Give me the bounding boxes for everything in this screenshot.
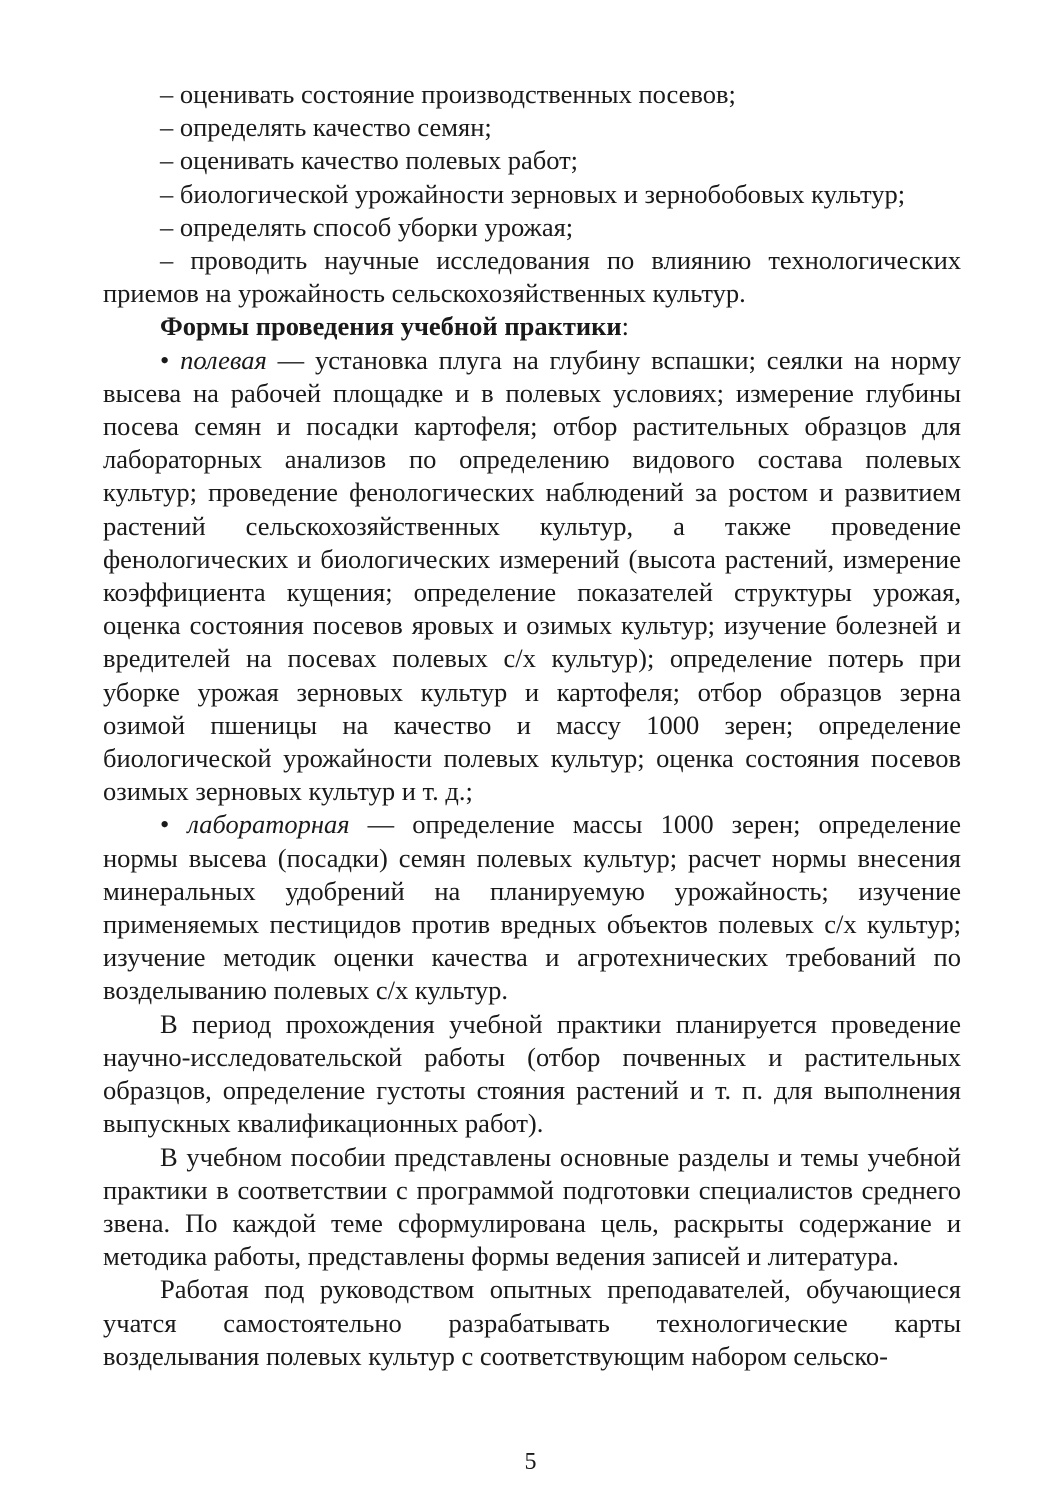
- list-item: – биологической урожайности зерновых и зернобобовых культур;: [160, 178, 906, 209]
- page-number: 5: [524, 1449, 537, 1475]
- field-practice-term: полевая: [180, 344, 267, 375]
- list-item: – оценивать качество полевых работ;: [160, 145, 579, 176]
- field-practice-paragraph: [103, 344, 961, 809]
- list-item: – определять способ уборки урожая;: [160, 211, 574, 242]
- list-item: – определять качество семян;: [160, 112, 492, 143]
- lab-practice-text: — определение массы 1000 зерен; определение нормы высева (посадки) семян полевых культур; расчет нормы внесения минеральных удобрений на планируемую урожайность; изучение применяемых пестицидов против вредных объектов полевых с/х культур; изучение методик оценки качества и агротехнических требований по возделыванию полевых с/х культур.: [103, 809, 961, 1006]
- list-item: – оценивать состояние производственных посевов;: [160, 79, 736, 109]
- forms-heading: Формы проведения учебной практики: [160, 311, 622, 342]
- body-paragraph: В период прохождения учебной практики планируется проведение научно-исследовательской работы (отбор почвенных и растительных образцов, определение густоты стояния растений и т. п. для выполнения выпускных квалификационных работ).: [103, 1008, 961, 1139]
- section-heading: [103, 310, 961, 343]
- bullet-icon: •: [160, 809, 170, 840]
- lab-practice-term: лабораторная: [187, 809, 350, 840]
- list-item: – проводить научные исследования по влиянию технологических приемов на урожайность сельскохозяйственных культур.: [103, 245, 961, 309]
- body-paragraph: В учебном пособии представлены основные разделы и темы учебной практики в соответствии с программой подготовки специалистов среднего звена. По каждой теме сформулирована цель, раскрыты содержание и методика работы, представлены формы ведения записей и литература.: [103, 1141, 961, 1272]
- page-body: [103, 78, 961, 1373]
- field-practice-text: — установка плуга на глубину вспашки; сеялки на норму высева на рабочей площадке и в полевых условиях; измерение глубины посева семян и посадки картофеля; отбор растительных образцов для лабораторных анализов по определению видового состава полевых культур; проведение фенологических наблюдений за ростом и развитием растений сельскохозяйственных культур, а также проведение фенологических и биологических измерений (высота растений, измерение коэффициента кущения; определение показателей структуры урожая, оценка состояния посевов яровых и озимых культур; изучение болезней и вредителей на посевах полевых с/х культур); определение потерь при уборке урожая зерновых культур и картофеля; отбор образцов зерна озимой пшеницы на качество и массу 1000 зерен; определение биологической урожайности полевых культур; оценка состояния посевов озимых зерновых культур и т. д.;: [103, 344, 962, 807]
- body-paragraph: Работая под руководством опытных преподавателей, обучающиеся учатся самостоятельно разрабатывать технологические карты возделывания полевых культур с соответствующим набором сельско-: [103, 1274, 961, 1371]
- heading-colon: :: [621, 311, 630, 342]
- lab-practice-paragraph: [103, 808, 961, 1007]
- bullet-icon: •: [160, 344, 170, 375]
